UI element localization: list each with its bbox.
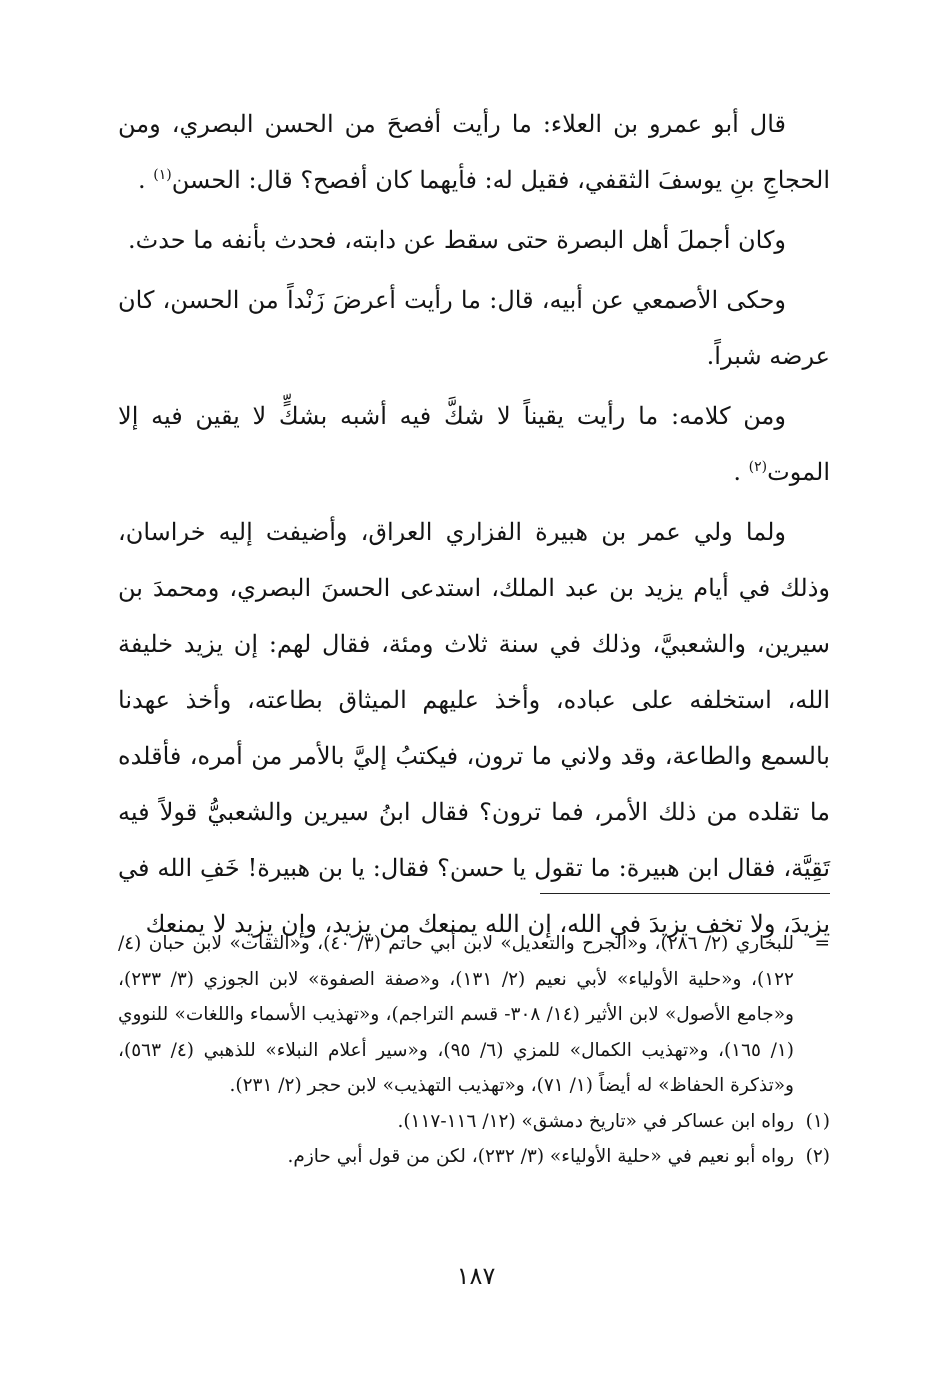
paragraph-4-end: . [733,458,742,486]
paragraph-1-text: قال أبو عمرو بن العلاء: ما رأيت أفصحَ من الحسن البصري، ومن الحجاجِ بنِ يوسفَ الثقفي، فقيل له: فأيهما كان أفصح؟ قال: الحسن [118,110,830,194]
main-text [118,96,830,952]
footnote-continued [118,926,830,1104]
footnote-2-marker: (٢) [805,1146,830,1167]
paragraph-4-text: ومن كلامه: ما رأيت يقيناً لا شكَّ فيه أشبه بشكٍّ لا يقين فيه إلا الموت [118,402,830,486]
paragraph-1-end: . [137,166,146,194]
paragraph-1 [118,96,830,208]
footnote-separator [540,893,830,894]
paragraph-2: وكان أجملَ أهل البصرة حتى سقط عن دابته، فحدث بأنفه ما حدث. [127,226,786,254]
footnote-continued-marker: = [814,933,830,954]
page-number: ١٨٧ [456,1262,496,1290]
footnotes [118,926,830,1175]
footnote-ref-2: (٢) [748,459,768,475]
footnote-continued-text: للبخاري (٢/ ٢٨٦)، و«الجرح والتعديل» لابن أبي حاتم (٣/ ٤٠)، و«الثقات» لابن حبان (٤/ ١٢٢)، و«حلية الأولياء» لأبي نعيم (٢/ ١٣١)، و«صفة الصفوة» لابن الجوزي (٣/ ٢٣٣)، و«جامع الأصول» لابن الأثير (١٤/ ٣٠٨- قسم التراجم)، و«تهذيب الأسماء واللغات» للنووي (١/ ١٦٥)، و«تهذيب الكمال» للمزي (٦/ ٩٥)، و«سير أعلام النبلاء» للذهبي (٤/ ٥٦٣)، و«تذكرة الحفاظ» له أيضاً (١/ ٧١)، و«تهذيب التهذيب» لابن حجر (٢/ ٢٣١). [118,933,794,1096]
footnote-1-marker: (١) [805,1110,830,1132]
footnote-2-text: رواه أبو نعيم في «حلية الأولياء» (٣/ ٢٣٢)، لكن من قول أبي حازم. [287,1146,794,1167]
footnote-ref-1: (١) [153,167,172,183]
paragraph-4 [118,388,830,500]
footnote-1-text: رواه ابن عساكر في «تاريخ دمشق» (١٢/ ١١٦-١١٧). [397,1110,794,1132]
paragraph-5: ولما ولي عمر بن هبيرة الفزاري العراق، وأضيفت إليه خراسان، وذلك في أيام يزيد بن عبد الملك، استدعى الحسنَ البصري، ومحمدَ بن سيرين، والشعبيَّ، وذلك في سنة ثلاث ومئة، فقال لهم: إن يزيد خليفة الله، استخلفه على عباده، وأخذ عليهم الميثاق بطاعته، وأخذ عهدنا بالسمع والطاعة، وقد ولاني ما ترون، فيكتبُ إليَّ بالأمر من أمره، فأقلده ما تقلده من ذلك الأمر، فما ترون؟ فقال ابنُ سيرين والشعبيُّ قولاً فيه تَقِيَّة، فقال ابن هبيرة: ما تقول يا حسن؟ فقال: يا بن هبيرة! خَفِ الله في يزيدَ، ولا تخف يزيدَ في الله، إن الله يمنعك من يزيد، وإن يزيد لا يمنعك [118,518,830,938]
footnote-2 [118,1139,830,1175]
paragraph-3: وحكى الأصمعي عن أبيه، قال: ما رأيت أعرضَ زَنْداً من الحسن، كان عرضه شبراً. [118,286,830,370]
footnote-1 [118,1104,830,1140]
